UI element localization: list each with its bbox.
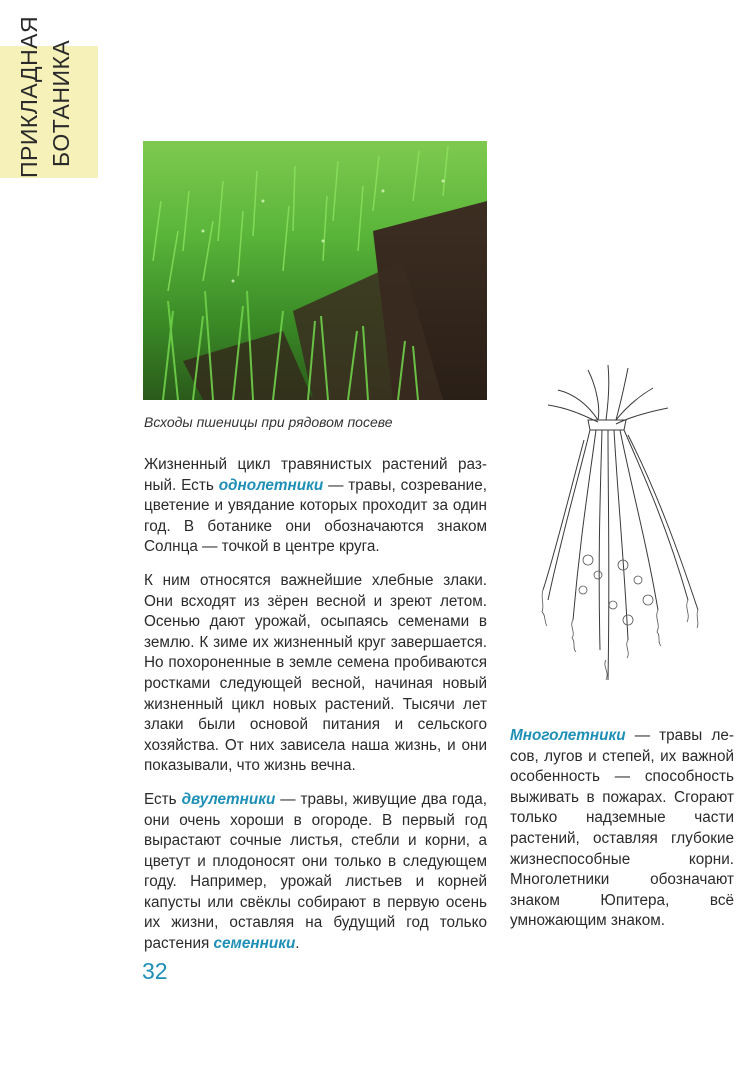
page-number: 32 <box>142 958 168 984</box>
photo-caption: Всходы пшеницы при рядовом посеве <box>144 414 393 430</box>
text-run: — травы, созревание, цветение и увядание которых проходит за один год. В ботанике они обозначаются знаком Солнца — точкой в центре круга. <box>144 476 487 556</box>
text-run: — травы лесов, лугов и степей, их важной особенность — способность выживать в пожарах. Сгорают только надземные части растений, оставляя глубокие жизнеспособные корни. Многолетники обозначают знаком Юпитера, всё умножающим знаком. <box>510 727 734 930</box>
grass-bundle-illustration <box>528 360 718 696</box>
text-run: Жизненный цикл травянистых растений разный. Есть <box>144 456 487 494</box>
keyword-perennials: Многолетники <box>510 727 626 744</box>
text-run: Есть <box>144 790 182 808</box>
section-title-line1: ПРИКЛАДНАЯ <box>16 15 42 178</box>
keyword-biennials: двулетники <box>181 790 276 808</box>
text-run: . <box>295 935 300 953</box>
keyword-annuals: однолетники <box>218 476 324 494</box>
section-title-line2: БОТАНИКА <box>48 39 74 167</box>
keyword-seed-plants: семенники <box>213 935 296 953</box>
main-text-column <box>144 455 487 968</box>
paragraph-biennials <box>144 790 487 955</box>
paragraph-annuals <box>144 455 487 558</box>
side-text-column <box>510 726 734 945</box>
paragraph-cereals: К ним относятся важнейшие хлебные злаки. Они всходят из зёрен весной и зреют летом. Осенью дают урожай, осыпаясь семенами в землю. К зиме их жизненный круг завершается. Но похороненные в земле семена пробиваются ростками следующей весной, начиная новый жизненный цикл новых растений. Тысячи лет злаки были основой питания и сельского хозяйства. От них зависела наша жизнь, и они показывали, что жизнь вечна. <box>144 571 487 775</box>
section-title <box>16 15 100 178</box>
wheat-seedlings-photo <box>143 141 487 400</box>
text-run: — травы, живущие два года, они очень хороши в огороде. В первый год вырастают сочные листья, стебли и корни, а цветут и плодоносят они только в следующем году. Например, урожай листьев и корней капусты или свёклы собирают в первую осень их жизни, оставляя на будущий год только растения <box>144 790 488 953</box>
paragraph-perennials <box>510 726 734 932</box>
